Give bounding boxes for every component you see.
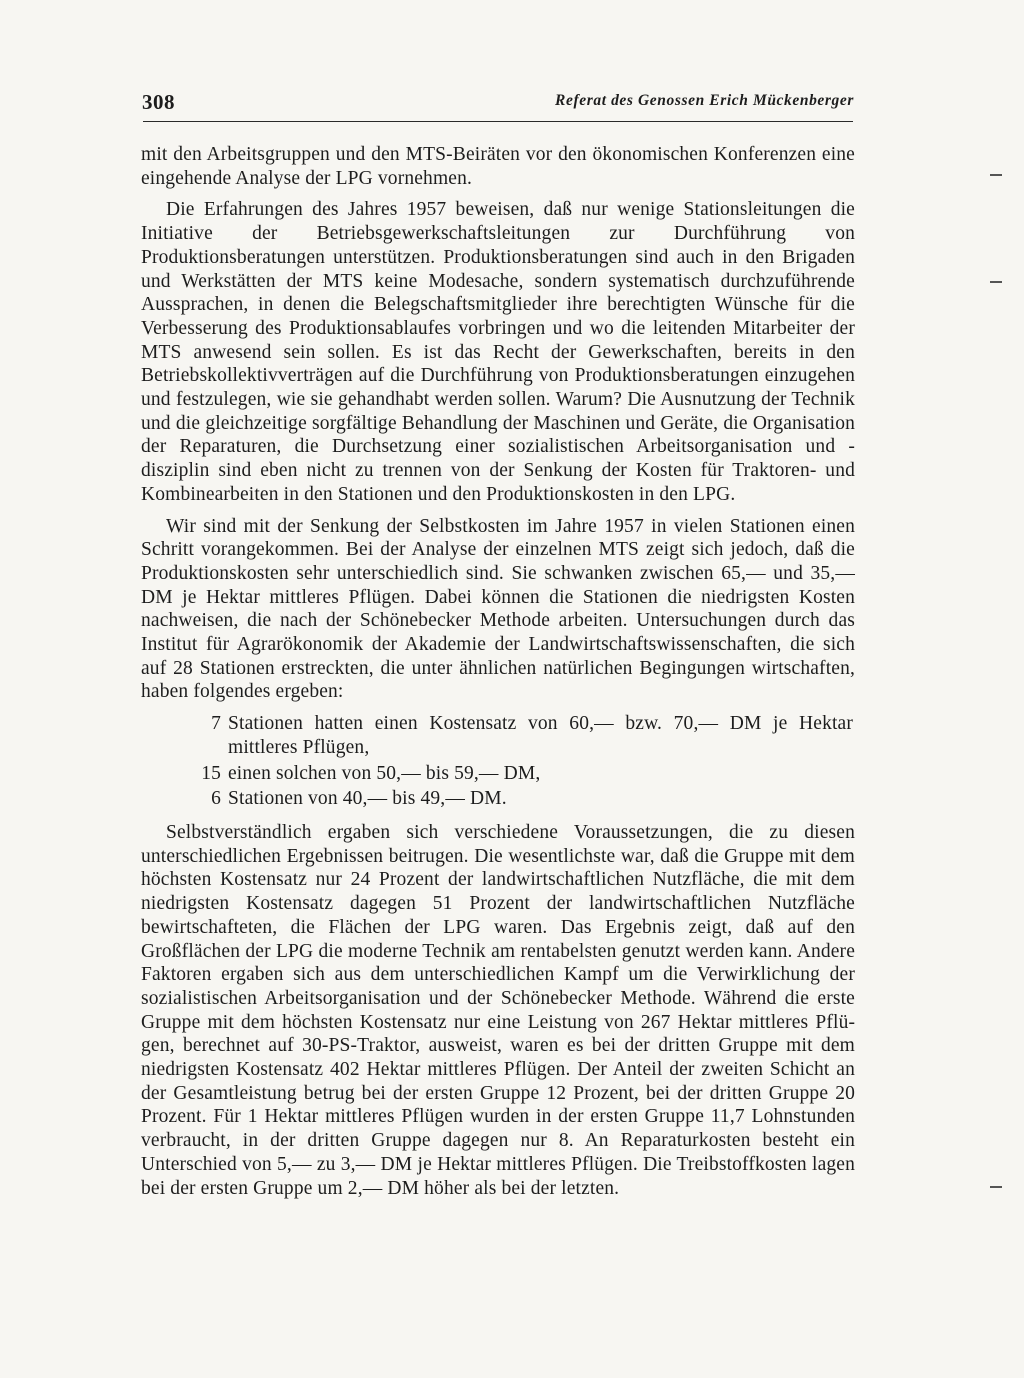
margin-mark <box>990 174 1002 176</box>
margin-mark <box>990 281 1002 283</box>
paragraph-4: Selbstverständlich ergaben sich verschiedene Voraussetzungen, die zu diesen unterschiedlichen Ergebnissen beitrugen. Die wesentlichste war, daß die Gruppe mit dem höchsten Kostensatz nur 24 Prozent der landwirtschaftlichen Nutzfläche, die mit dem niedrigsten Kostensatz dagegen 51 Prozent der landwirtschaftlichen Nutzfläche bewirtschafteten, die Flächen der LPG waren. Das Ergebnis zeigt, daß auf den Großflächen der LPG die moderne Technik am rentabelsten genutzt werden kann. Andere Faktoren ergaben sich aus dem unterschiedlichen Kampf um die Verwirklichung der sozialistischen Arbeitsorganisation und der Schönebecker Methode. Während die erste Gruppe mit dem höchsten Kostensatz nur eine Leistung von 267 Hektar mittleres Pflügen, berechnet auf 30-PS-Traktor, ausweist, waren es bei der dritten Gruppe mit dem niedrigsten Kostensatz 402 Hektar mittleres Pflügen. Der Anteil der zweiten Schicht an der Gesamtleistung betrug bei der ersten Gruppe 12 Prozent, bei der dritten Gruppe 20 Prozent. Für 1 Hektar mittleres Pflügen wurden in der ersten Gruppe 11,7 Lohnstunden verbraucht, in der dritten Gruppe dagegen nur 8. An Reparaturkosten besteht ein Unterschied von 5,— zu 3,— DM je Hektar mittleres Pflügen. Die Treibstoffkosten lagen bei der ersten Gruppe um 2,— DM höher als bei der letzten. <box>141 821 855 1199</box>
page-number: 308 <box>142 90 175 114</box>
body-text <box>141 143 855 1208</box>
paragraph-3: Wir sind mit der Senkung der Selbstkosten im Jahre 1957 in vielen Stationen einen Schritt vorangekommen. Bei der Analyse der einzelnen MTS zeigt sich jedoch, daß die Produktionskosten sehr unterschiedlich sind. Sie schwanken zwischen 65,— und 35,— DM je Hektar mittleres Pflügen. Dabei können die Stationen die niedrigsten Kosten nachweisen, die nach der Schönebecker Methode arbeiten. Untersuchungen durch das Institut für Agrarökonomik der Akademie der Landwirtschaftswissenschaften, die sich auf 28 Stationen erstreckten, die unter ähnlichen natürlichen Begingungen wirtschaften, haben folgendes ergeben: <box>141 515 855 703</box>
list-item-number: 7 <box>211 713 221 735</box>
list-item-text: Stationen von 40,— bis 49,— DM. <box>228 788 507 810</box>
page-header <box>142 90 854 120</box>
list-item <box>141 762 855 786</box>
list-item <box>141 712 855 759</box>
list-item-number: 15 <box>201 762 221 784</box>
list-item-number: 6 <box>211 788 221 810</box>
running-head: Referat des Genossen Erich Mückenberger <box>555 92 854 109</box>
margin-mark <box>990 1186 1002 1188</box>
list-item <box>141 787 855 811</box>
paragraph-2: Die Erfahrungen des Jahres 1957 beweisen, daß nur wenige Stationsleitungen die Initiative der Betriebsgewerkschaftsleitungen zur Durchführung von Produktionsberatungen unterstützen. Produktionsberatungen sind auch in den Brigaden und Werkstätten der MTS keine Modesache, sondern systematisch durchzuführende Aussprachen, in denen die Belegschaftsmitglieder ihre berechtigten Wünsche für die Verbesserung des Produktionsablaufes vorbringen und wo die leitenden Mitarbeiter der MTS anwesend sein sollen. Es ist das Recht der Gewerkschaften, bereits in den Betriebskollektivverträgen auf die Durchführung von Produktionsberatungen einzugehen und festzulegen, wie sie gehandhabt werden sollen. Warum? Die Ausnutzung der Technik und die gleichzeitige sorgfältige Behandlung der Maschinen und Geräte, die Organisation der Reparaturen, die Durchsetzung einer sozialistischen Arbeitsorganisation und -disziplin sind eben nicht zu trennen von der Senkung der Kosten für Traktoren- und Kombinearbeiten in den Stationen und den Produktionskosten in den LPG. <box>141 199 855 505</box>
header-rule <box>143 121 853 122</box>
station-cost-list <box>141 712 855 811</box>
paragraph-1: mit den Arbeitsgruppen und den MTS-Beiräten vor den ökonomischen Konferenzen eine eingehende Analyse der LPG vornehmen. <box>141 144 855 189</box>
list-item-text: Stationen hatten einen Kostensatz von 60,— bzw. 70,— DM je Hektar mittleres Pflügen, <box>228 713 853 758</box>
list-item-text: einen solchen von 50,— bis 59,— DM, <box>228 762 541 784</box>
